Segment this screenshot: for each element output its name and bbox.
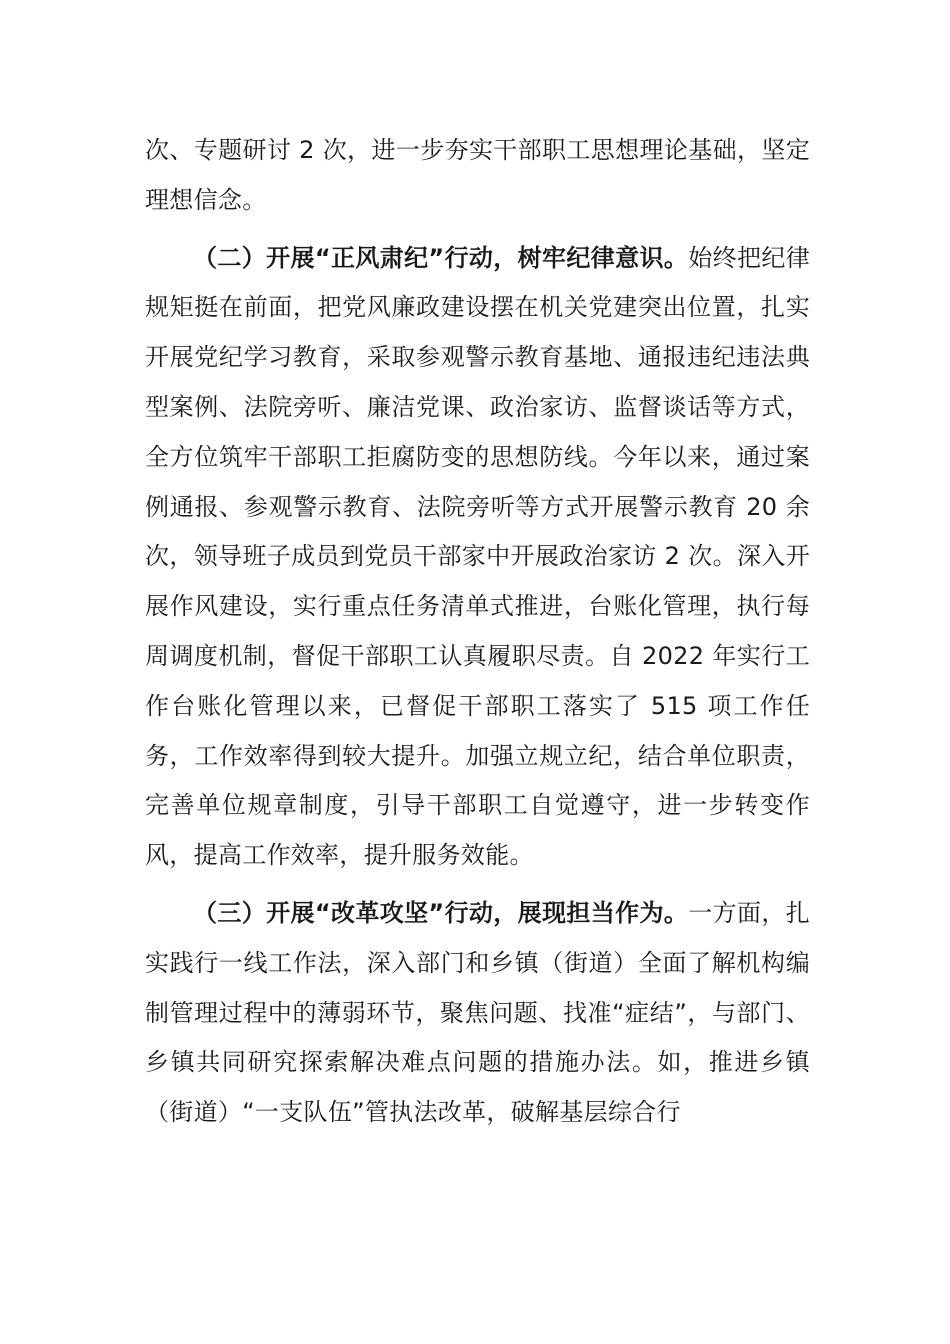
paragraph-section-3 — [145, 889, 810, 1138]
paragraph-text: 一方面，扎实践行一线工作法，深入部门和乡镇（街道）全面了解机构编制管理过程中的薄弱环节，聚焦问题、找准“症结”，与部门、乡镇共同研究探索解决难点问题的措施办法。如，推进乡镇（街道）“一支队伍”管执法改革，破解基层综合行 — [145, 898, 810, 1127]
section-heading: （二）开展“正风肃纪”行动，树牢纪律意识。 — [193, 243, 689, 272]
document-body — [145, 126, 810, 1146]
paragraph-section-2 — [145, 234, 810, 881]
paragraph-text: 次、专题研讨 2 次，进一步夯实干部职工思想理论基础，坚定理想信念。 — [145, 136, 810, 214]
paragraph-continuation — [145, 126, 810, 226]
paragraph-text: 始终把纪律规矩挺在前面，把党风廉政建设摆在机关党建突出位置，扎实开展党纪学习教育，采取参观警示教育基地、通报违纪违法典型案例、法院旁听、廉洁党课、政治家访、监督谈话等方式，全方位筑牢干部职工拒腐防变的思想防线。今年以来，通过案例通报、参观警示教育、法院旁听等方式开展警示教育 20 余次，领导班子成员到党员干部家中开展政治家访 2 次。深入开展作风建设，实行重点任务清单式推进，台账化管理，执行每周调度机制，督促干部职工认真履职尽责。自 2022 年实行工作台账化管理以来，已督促干部职工落实了 515 项工作任务，工作效率得到较大提升。加强立规立纪，结合单位职责，完善单位规章制度，引导干部职工自觉遵守，进一步转变作风，提高工作效率，提升服务效能。 — [145, 243, 810, 870]
section-heading: （三）开展“改革攻坚”行动，展现担当作为。 — [193, 898, 689, 927]
